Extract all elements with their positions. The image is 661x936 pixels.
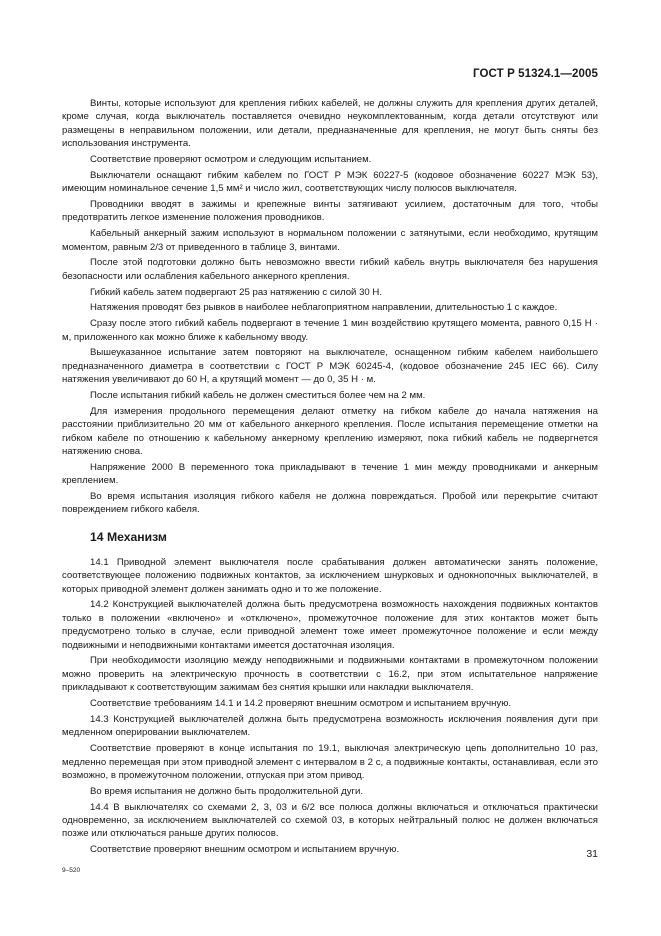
paragraph: Напряжение 2000 В переменного тока прикладывают в течение 1 мин между проводниками и анкерным креплением. xyxy=(62,461,598,487)
paragraph: После этой подготовки должно быть невозможно ввести гибкий кабель внутрь выключателя без нарушения безопасности или ослабления кабельного анкерного крепления. xyxy=(62,257,598,282)
paragraph: Соответствие проверяют в конце испытания по 19.1, выключая электрическую цепь дополнительно 10 раз, медленно перемещая при этом приводной элемент с интервалом в 2 с, а подвижные контакты, останавливая, если это возможно, в промежуточном положении, отпуская при этом привод. xyxy=(62,743,598,781)
paragraph: При необходимости изоляцию между неподвижными и подвижными контактами в промежуточном положении можно проверить на электрическую прочность в соответствии с 16.2, при этом испытательное напряжение прикладывают к соответствующим зажимам без снятия крышки или накладки выключателя. xyxy=(62,655,598,694)
paragraph: Во время испытания изоляция гибкого кабеля не должна повреждаться. Пробой или перекрытие считают повреждением гибкого кабеля. xyxy=(62,491,598,516)
paragraph: Во время испытания не должно быть продолжительной дуги. xyxy=(90,785,364,797)
paragraph: После испытания гибкий кабель не должен сместиться более чем на 2 мм. xyxy=(90,390,426,402)
paragraph: Вышеуказанное испытание затем повторяют на выключателе, оснащенном гибким кабелем наибольшего предназначенного диаметра в соответствии с ГОСТ Р МЭК 60245-4, (кодовое обозначение 245 IEC 66). Силу натяжения увеличивают до 60 Н, а крутящий момент — до 0, 35 Н · м. xyxy=(62,347,598,386)
paragraph: Выключатели оснащают гибким кабелем по ГОСТ Р МЭК 60227-5 (кодовое обозначение 60227 МЭК 53), имеющим номинальное сечение 1,5 мм² и число жил, соответствующих числу полюсов выключателя. xyxy=(62,169,598,195)
paragraph: 14.4 В выключателях со схемами 2, 3, 03 и 6/2 все полюса должны включаться и отключаться практически одновременно, за исключением выключателей со схемой 03, в которых нейтральный полюс не должен включаться позже или отключаться раньше других полюсов. xyxy=(62,801,598,840)
paragraph: 14.3 Конструкцией выключателей должна быть предусмотрена возможность исключения появления дуги при медленном оперировании выключателем. xyxy=(62,713,598,739)
paragraph: 14.1 Приводной элемент выключателя после срабатывания должен автоматически занять положение, соответствующее положению подвижных контактов, за исключением шнурковых и однокнопочных выключателей, в которых приводной элемент должен занимать одно и то же положение. xyxy=(62,556,598,595)
paragraph: Сразу после этого гибкий кабель подвергают в течение 1 мин воздействию крутящего момента, равного 0,15 Н · м, приложенного как можно ближе к кабельному вводу. xyxy=(62,318,598,343)
page-number: 31 xyxy=(586,848,598,860)
paragraph: Натяжения проводят без рывков в наиболее неблагоприятном направлении, длительностью 1 с каждое. xyxy=(90,302,558,314)
sheet-code: 9–520 xyxy=(62,867,81,874)
section-heading: 14 Механизм xyxy=(90,529,167,544)
page-body xyxy=(62,97,598,859)
paragraph: Кабельный анкерный зажим используют в нормальном положении с затянутыми, если необходимо, крутящим моментом, равным 2/3 от приведенного в таблице 3, винтами. xyxy=(62,228,598,253)
paragraph: Гибкий кабель затем подвергают 25 раз натяжению с силой 30 Н. xyxy=(90,286,383,298)
paragraph: Соответствие проверяют внешним осмотром и испытанием вручную. xyxy=(90,844,400,856)
paragraph: Винты, которые используют для крепления гибких кабелей, не должны служить для крепления других деталей, кроме случая, когда выключатель поставляется очевидно неукомплектованным, когда детали отсутствуют или размещены в неправильном положении, или детали, предназначенные для крепления, не могут быть сняты без использования инструмента. xyxy=(62,98,598,150)
document-code: ГОСТ Р 51324.1—2005 xyxy=(473,68,598,80)
paragraph: Проводники вводят в зажимы и крепежные винты затягивают усилием, достаточным для того, чтобы предотвратить легкое изменение положения проводников. xyxy=(62,199,598,224)
paragraph: Для измерения продольного перемещения делают отметку на гибком кабеле до начала натяжения на расстоянии приблизительно 20 мм от кабельного анкерного крепления. После испытания перемещение отметки на гибком кабеле по отношению к кабельному анкерному креплению измеряют, пока гибкий кабель не подвергнется натяжению снова. xyxy=(62,405,598,458)
paragraph: Соответствие требованиям 14.1 и 14.2 проверяют внешним осмотром и испытанием вручную. xyxy=(90,698,512,710)
paragraph: 14.2 Конструкцией выключателей должна быть предусмотрена возможность нахождения подвижных контактов только в положении «включено» и «отключено», промежуточное положение для этих контактов может быть предусмотрено только в случае, если приводной элемент тоже имеет промежуточное положение и если между подвижными и неподвижными контактами имеется достаточная изоляция. xyxy=(62,599,598,651)
paragraph: Соответствие проверяют осмотром и следующим испытанием. xyxy=(90,154,372,166)
